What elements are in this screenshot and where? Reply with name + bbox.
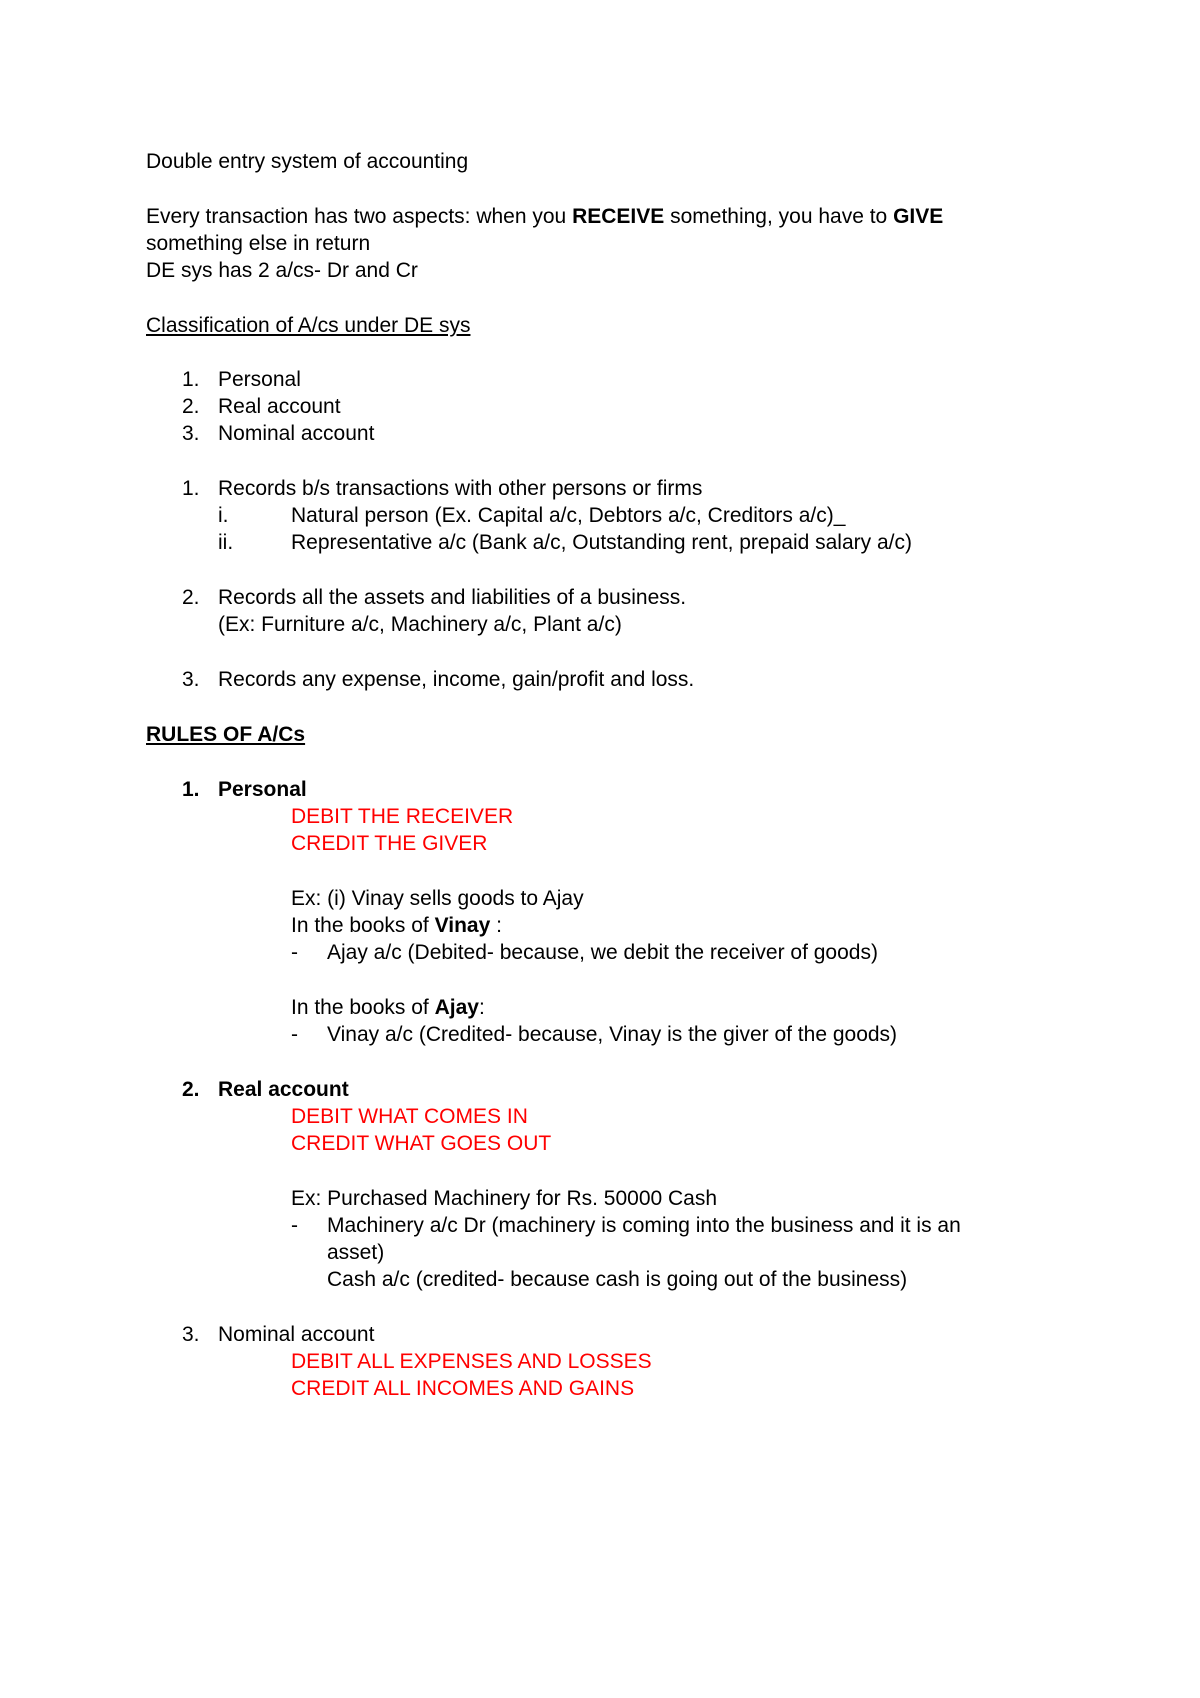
classification-item-personal: Personal (218, 368, 301, 391)
rule-personal-credit: CREDIT THE GIVER (291, 832, 488, 855)
rule-nominal-debit: DEBIT ALL EXPENSES AND LOSSES (291, 1350, 652, 1373)
books-text: In the books of (291, 996, 435, 1019)
list-number: 3. (182, 1323, 200, 1346)
books-text: : (478, 996, 485, 1019)
document-title: Double entry system of accounting (146, 150, 469, 173)
detail-natural-person: Natural person (Ex. Capital a/c, Debtors a/c, Creditors a/c)_ (291, 504, 846, 527)
rule-real-label: Real account (218, 1078, 349, 1101)
rule-real-credit: CREDIT WHAT GOES OUT (291, 1132, 552, 1155)
classification-item-nominal: Nominal account (218, 422, 375, 445)
list-number: 1. (182, 477, 200, 500)
rule-real-debit: DEBIT WHAT COMES IN (291, 1105, 528, 1128)
detail-personal: Records b/s transactions with other persons or firms (218, 477, 703, 500)
list-number: 2. (182, 1078, 200, 1101)
books-name: Ajay (434, 996, 479, 1019)
list-number: 3. (182, 668, 200, 691)
intro-give: GIVE (893, 205, 944, 228)
entry-vinay: Vinay a/c (Credited- because, Vinay is the giver of the goods) (327, 1023, 898, 1046)
detail-representative: Representative a/c (Bank a/c, Outstanding rent, prepaid salary a/c) (291, 531, 912, 554)
books-text: In the books of (291, 914, 435, 937)
books-of-ajay (291, 995, 485, 1021)
classification-item-real: Real account (218, 395, 341, 418)
detail-real: Records all the assets and liabilities of a business. (218, 586, 687, 609)
rule-personal-debit: DEBIT THE RECEIVER (291, 805, 514, 828)
rule-personal-label: Personal (218, 778, 307, 801)
classification-heading: Classification of A/cs under DE sys (146, 314, 471, 337)
intro-line-1 (146, 204, 943, 230)
intro-receive: RECEIVE (572, 205, 665, 228)
detail-nominal: Records any expense, income, gain/profit and loss. (218, 668, 695, 691)
intro-line-2: something else in return (146, 232, 371, 255)
rule-nominal-label: Nominal account (218, 1323, 375, 1346)
intro-text: Every transaction has two aspects: when you (146, 205, 573, 228)
intro-text: something, you have to (664, 205, 894, 228)
rule-nominal-credit: CREDIT ALL INCOMES AND GAINS (291, 1377, 635, 1400)
list-number: 1. (182, 368, 200, 391)
books-text: : (490, 914, 502, 937)
dash-bullet: - (291, 1023, 298, 1046)
dash-bullet: - (291, 941, 298, 964)
detail-real-example: (Ex: Furniture a/c, Machinery a/c, Plant a/c) (218, 613, 622, 636)
list-number: 3. (182, 422, 200, 445)
rules-heading: RULES OF A/Cs (146, 723, 306, 746)
entry-machinery-cont: asset) (327, 1241, 385, 1264)
intro-line-3: DE sys has 2 a/cs- Dr and Cr (146, 259, 418, 282)
list-number: 2. (182, 586, 200, 609)
sublist-number: ii. (218, 531, 234, 554)
books-name: Vinay (434, 914, 491, 937)
entry-machinery: Machinery a/c Dr (machinery is coming into the business and it is an (327, 1214, 961, 1237)
sublist-number: i. (218, 504, 229, 527)
entry-cash: Cash a/c (credited- because cash is going out of the business) (327, 1268, 908, 1291)
list-number: 1. (182, 778, 200, 801)
real-example: Ex: Purchased Machinery for Rs. 50000 Cash (291, 1187, 718, 1210)
dash-bullet: - (291, 1214, 298, 1237)
personal-example: Ex: (i) Vinay sells goods to Ajay (291, 887, 584, 910)
list-number: 2. (182, 395, 200, 418)
books-of-vinay (291, 913, 502, 939)
entry-ajay: Ajay a/c (Debited- because, we debit the receiver of goods) (327, 941, 878, 964)
